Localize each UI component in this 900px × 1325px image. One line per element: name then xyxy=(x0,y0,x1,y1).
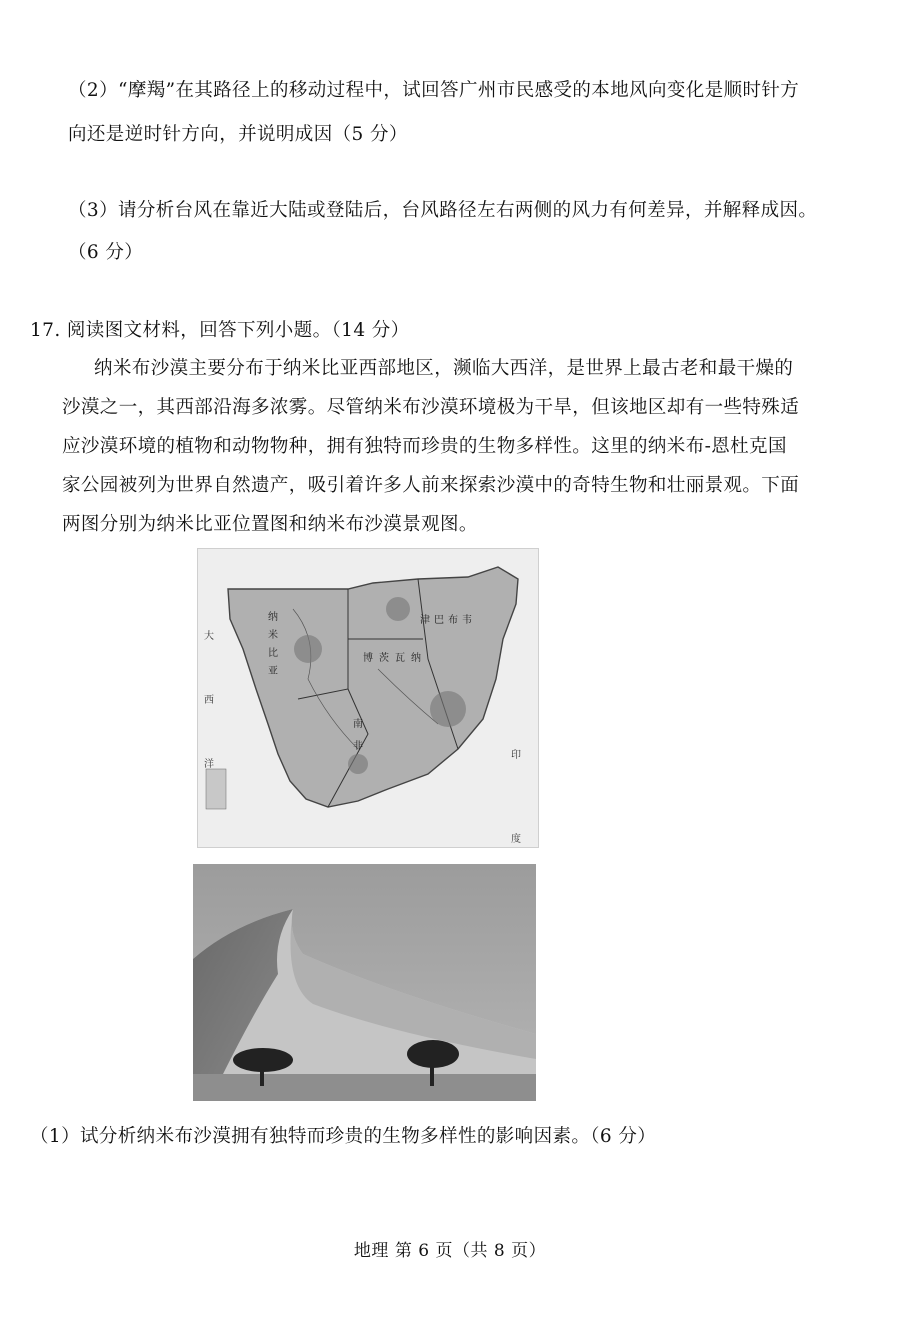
q16-3-line2: （6 分） xyxy=(68,242,144,263)
map-label-south-africa: 南 非 xyxy=(353,719,363,752)
map-label-atlantic: 大 西 洋 xyxy=(204,631,214,770)
q16-2-line2: 向还是逆时针方向，并说明成因（5 分） xyxy=(68,124,408,145)
map-label-botswana: 博茨瓦纳 xyxy=(363,653,427,664)
q17-paragraph-line-2: 沙漠之一，其西部沿海多浓雾。尽管纳米布沙漠环境极为干旱，但该地区却有一些特殊适 xyxy=(62,397,800,418)
q17-title: 17. 阅读图文材料，回答下列小题。（14 分） xyxy=(30,320,410,341)
q16-2-line1: （2）“摩羯”在其路径上的移动过程中，试回答广州市民感受的本地风向变化是顺时针方 xyxy=(68,80,800,101)
q17-paragraph-line-5: 两图分别为纳米比亚位置图和纳米布沙漠景观图。 xyxy=(62,514,478,535)
map-label-namibia: 纳 米 比 亚 xyxy=(268,612,278,677)
q17-sub1: （1）试分析纳米布沙漠拥有独特而珍贵的生物多样性的影响因素。（6 分） xyxy=(30,1126,657,1147)
q17-paragraph-line-1: 纳米布沙漠主要分布于纳米比亚西部地区，濒临大西洋，是世界上最古老和最干燥的 xyxy=(94,358,794,379)
southern-africa-map-graphic xyxy=(198,549,538,847)
q17-paragraph-line-3: 应沙漠环境的植物和动物物种，拥有独特而珍贵的生物多样性。这里的纳米布-恩杜克国 xyxy=(62,436,787,457)
map-label-indian-ocean: 印 度 xyxy=(511,750,521,845)
map-label-zimbabwe: 津巴布韦 xyxy=(420,615,476,626)
dune-photo-graphic xyxy=(193,864,536,1101)
namib-desert-landscape-photo xyxy=(193,864,536,1101)
q17-paragraph-line-4: 家公园被列为世界自然遗产，吸引着许多人前来探索沙漠中的奇特生物和壮丽景观。下面 xyxy=(62,475,800,496)
q16-3-line1: （3）请分析台风在靠近大陆或登陆后，台风路径左右两侧的风力有何差异，并解释成因。 xyxy=(68,200,818,221)
page-footer: 地理 第 6 页（共 8 页） xyxy=(353,1241,547,1261)
namibia-location-map xyxy=(197,548,539,848)
